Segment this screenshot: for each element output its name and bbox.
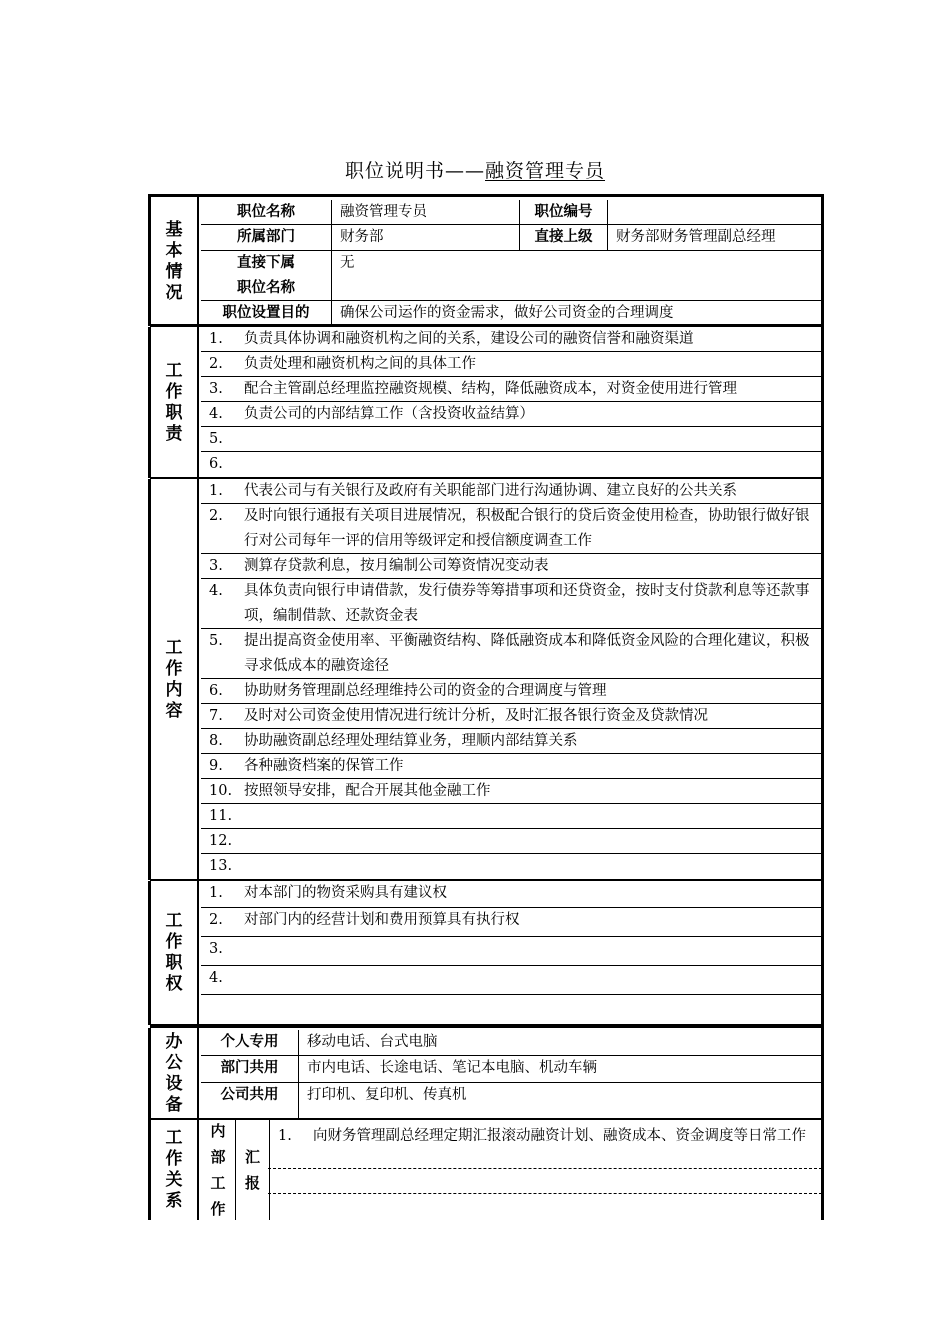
report-item <box>269 1120 821 1220</box>
equipment-section <box>148 1028 824 1120</box>
authority-row <box>201 937 821 966</box>
duty-row <box>201 327 821 352</box>
equipment-label-cell <box>151 1028 199 1120</box>
basic-info-grid <box>201 197 821 326</box>
content-number: 9. <box>209 758 223 774</box>
superior-value: 财务部财务管理副总经理 <box>607 225 821 251</box>
duty-text: 负责处理和融资机构之间的具体工作 <box>244 356 476 372</box>
equipment-row-label: 部门共用 <box>201 1056 298 1083</box>
content-number: 4. <box>209 583 223 599</box>
internal-label-cell <box>201 1120 235 1220</box>
content-number: 6. <box>209 683 223 699</box>
authority-label-cell <box>151 881 199 1025</box>
content-row <box>201 804 821 829</box>
equipment-row-label: 公司共用 <box>220 1087 279 1103</box>
basic-info-label-cell <box>151 197 199 326</box>
basic-info-section <box>148 194 824 326</box>
purpose-value: 确保公司运作的资金需求，做好公司资金的合理调度 <box>331 301 821 326</box>
content-row <box>201 754 821 779</box>
authority-number: 2. <box>209 912 223 928</box>
duty-number: 6. <box>209 456 223 472</box>
content-label-cell <box>151 479 199 880</box>
document-title <box>0 156 950 183</box>
content-row <box>201 579 821 629</box>
report-label-cell <box>235 1120 269 1220</box>
position-name-label: 职位名称 <box>201 200 331 225</box>
authority-section <box>148 881 824 1025</box>
authority-number: 4. <box>209 970 223 986</box>
content-number: 5. <box>209 633 223 649</box>
duty-row <box>201 452 821 478</box>
content-row <box>201 704 821 729</box>
duty-row <box>201 352 821 377</box>
content-number: 1. <box>209 483 223 499</box>
authority-number: 3. <box>209 941 223 957</box>
duties-list <box>201 327 821 478</box>
duty-row <box>201 427 821 452</box>
duty-row <box>201 402 821 427</box>
duty-number: 5. <box>209 431 223 447</box>
content-number: 7. <box>209 708 223 724</box>
subordinate-label-line-1: 直接下属 <box>237 255 295 271</box>
content-number: 10. <box>209 783 233 799</box>
relations-section <box>148 1120 824 1220</box>
content-text: 各种融资档案的保管工作 <box>244 758 404 774</box>
authority-row <box>201 995 821 1025</box>
equipment-row-label: 个人专用 <box>201 1030 298 1056</box>
content-text: 测算存贷款利息，按月编制公司筹资情况变动表 <box>244 558 549 574</box>
content-row <box>201 779 821 804</box>
relations-label: 工作关系 <box>165 1128 183 1211</box>
equipment-row-value: 移动电话、台式电脑 <box>298 1030 821 1056</box>
dashed-divider <box>268 1193 822 1194</box>
duty-text: 负责具体协调和融资机构之间的关系，建设公司的融资信誉和融资渠道 <box>244 331 694 347</box>
authority-text: 对本部门的物资采购具有建议权 <box>244 885 447 901</box>
content-number: 12. <box>209 833 233 849</box>
duty-number: 3. <box>209 381 223 397</box>
report-text: 向财务管理副总经理定期汇报滚动融资计划、融资成本、资金调度等日常工作 <box>313 1128 806 1144</box>
content-row <box>201 554 821 579</box>
content-text: 提出提高资金使用率、平衡融资结构、降低融资成本和降低资金风险的合理化建议，积极寻求低成本的融资途径 <box>244 633 810 674</box>
duty-number: 1. <box>209 331 223 347</box>
equipment-row-value: 市内电话、长途电话、笔记本电脑、机动车辆 <box>298 1056 821 1083</box>
content-number: 3. <box>209 558 223 574</box>
content-text: 代表公司与有关银行及政府有关职能部门进行沟通协调、建立良好的公共关系 <box>244 483 737 499</box>
content-number: 13. <box>209 858 233 874</box>
report-number: 1. <box>278 1128 292 1144</box>
relations-grid <box>201 1120 821 1220</box>
content-row <box>201 479 821 504</box>
content-text: 按照领导安排，配合开展其他金融工作 <box>244 783 491 799</box>
authority-text: 对部门内的经营计划和费用预算具有执行权 <box>244 912 520 928</box>
position-code-value <box>607 200 821 225</box>
duty-text: 配合主管副总经理监控融资规模、结构，降低融资成本，对资金使用进行管理 <box>244 381 737 397</box>
content-row <box>201 829 821 854</box>
subordinate-value: 无 <box>331 251 821 301</box>
content-row <box>201 679 821 704</box>
title-position: 融资管理专员 <box>485 160 606 182</box>
content-list <box>201 479 821 880</box>
content-row <box>201 854 821 880</box>
subordinate-label-line-2: 职位名称 <box>237 280 295 296</box>
basic-info-label: 基本情况 <box>165 219 183 303</box>
content-text: 协助融资副总经理处理结算业务，理顺内部结算关系 <box>244 733 578 749</box>
authority-number: 1. <box>209 885 223 901</box>
department-value: 财务部 <box>331 225 519 251</box>
duty-number: 4. <box>209 406 223 422</box>
content-number: 11. <box>209 808 233 824</box>
content-text: 及时向银行通报有关项目进展情况，积极配合银行的贷后资金使用检查，协助银行做好银行对公司每年一评的信用等级评定和授信额度调查工作 <box>244 508 810 549</box>
authority-row <box>201 908 821 937</box>
equipment-row-value: 打印机、复印机、传真机 <box>298 1083 821 1120</box>
content-number: 2. <box>209 508 223 524</box>
department-label: 所属部门 <box>201 225 331 251</box>
internal-label: 内部工作 <box>210 1122 226 1218</box>
relations-label-cell <box>151 1120 199 1220</box>
position-name-value: 融资管理专员 <box>331 200 519 225</box>
content-text: 具体负责向银行申请借款，发行债券等筹措事项和还贷资金，按时支付贷款利息等还款事项，编制借款、还款资金表 <box>244 583 810 624</box>
authority-label: 工作职权 <box>165 911 183 994</box>
content-text: 协助财务管理副总经理维持公司的资金的合理调度与管理 <box>244 683 607 699</box>
position-code-label: 职位编号 <box>519 200 607 225</box>
content-row <box>201 629 821 679</box>
duty-row <box>201 377 821 402</box>
superior-label: 直接上级 <box>519 225 607 251</box>
content-number: 8. <box>209 733 223 749</box>
dashed-divider <box>268 1168 822 1169</box>
content-section <box>148 479 824 880</box>
subordinate-label <box>201 251 331 301</box>
equipment-grid <box>201 1028 821 1120</box>
equipment-label: 办公设备 <box>165 1032 183 1115</box>
content-text: 及时对公司资金使用情况进行统计分析，及时汇报各银行资金及贷款情况 <box>244 708 708 724</box>
content-label: 工作内容 <box>165 637 183 721</box>
purpose-label: 职位设置目的 <box>222 305 310 321</box>
duties-label-cell <box>151 327 199 478</box>
content-row <box>201 729 821 754</box>
authority-list <box>201 881 821 1025</box>
report-label: 汇报 <box>244 1148 260 1192</box>
duties-label: 工作职责 <box>165 360 183 444</box>
content-row <box>201 504 821 554</box>
title-prefix: 职位说明书—— <box>344 160 485 182</box>
authority-row <box>201 881 821 908</box>
duties-section <box>148 327 824 478</box>
duty-number: 2. <box>209 356 223 372</box>
authority-row <box>201 966 821 995</box>
duty-text: 负责公司的内部结算工作（含投资收益结算） <box>244 406 534 422</box>
